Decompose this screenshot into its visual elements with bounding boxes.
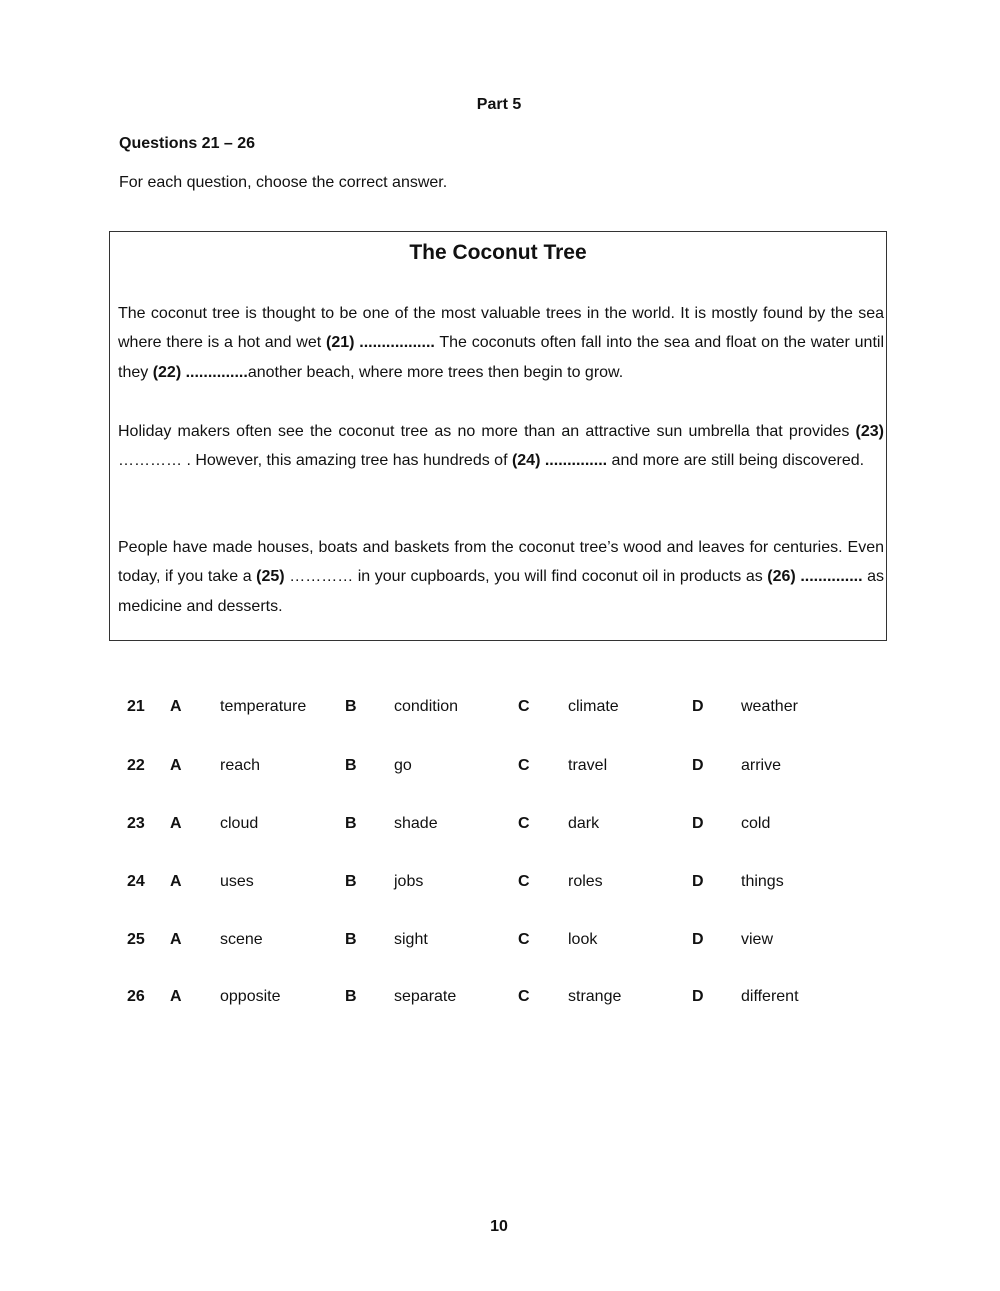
option-c[interactable]: look — [568, 931, 598, 948]
part-title: Part 5 — [476, 96, 522, 113]
page-number: 10 — [490, 1218, 508, 1235]
passage-paragraph-2 — [118, 417, 884, 476]
passage-text: The coconuts often fall into the sea and float on the water until they — [118, 334, 885, 381]
option-letter-c: C — [518, 873, 530, 890]
option-d[interactable]: arrive — [741, 757, 782, 774]
blank-24: (24) .............. — [511, 452, 608, 470]
option-letter-d: D — [692, 988, 704, 1005]
option-a[interactable]: temperature — [220, 698, 307, 715]
option-d[interactable]: different — [741, 988, 799, 1005]
option-b[interactable]: jobs — [394, 873, 424, 890]
option-letter-d: D — [692, 931, 704, 948]
answer-row-25 — [0, 931, 1000, 953]
option-letter-c: C — [518, 931, 530, 948]
option-a[interactable]: opposite — [220, 988, 281, 1005]
option-a[interactable]: uses — [220, 873, 254, 890]
option-letter-c: C — [518, 988, 530, 1005]
passage-title: The Coconut Tree — [409, 241, 587, 264]
question-number: 22 — [127, 757, 145, 774]
questions-heading: Questions 21 – 26 — [119, 135, 256, 152]
question-number: 26 — [127, 988, 145, 1005]
option-a[interactable]: cloud — [220, 815, 259, 832]
blank-22: (22) .............. — [152, 363, 248, 381]
answer-row-23 — [0, 815, 1000, 837]
option-letter-a: A — [170, 988, 182, 1005]
option-d[interactable]: things — [741, 873, 784, 890]
option-letter-b: B — [345, 815, 357, 832]
option-letter-a: A — [170, 815, 182, 832]
option-d[interactable]: weather — [741, 698, 798, 715]
question-number: 21 — [127, 698, 145, 715]
answer-row-21 — [0, 698, 1000, 720]
passage-text: and more are still being discovered. — [607, 452, 865, 470]
option-letter-b: B — [345, 931, 357, 948]
option-b[interactable]: go — [394, 757, 412, 774]
blank-25: (25) — [256, 568, 285, 586]
passage-text: ………… in your cupboards, you will find coconut oil in products as — [284, 568, 768, 586]
option-c[interactable]: dark — [568, 815, 600, 832]
option-c[interactable]: strange — [568, 988, 622, 1005]
option-letter-b: B — [345, 698, 357, 715]
option-letter-d: D — [692, 873, 704, 890]
option-letter-d: D — [692, 698, 704, 715]
option-letter-c: C — [518, 757, 530, 774]
blank-23: (23) — [855, 423, 884, 440]
option-b[interactable]: shade — [394, 815, 438, 832]
passage-text: another beach, where more trees then begin to grow. — [247, 363, 624, 381]
blank-26: (26) .............. — [767, 568, 863, 586]
option-letter-b: B — [345, 873, 357, 890]
option-letter-a: A — [170, 873, 182, 890]
option-letter-a: A — [170, 757, 182, 774]
option-b[interactable]: sight — [394, 931, 428, 948]
answer-row-26 — [0, 988, 1000, 1010]
answer-row-24 — [0, 873, 1000, 895]
passage-text: People have made houses, boats and baskets from the coconut tree’s wood and leaves for centuries. Even today, if you take a — [118, 539, 884, 586]
option-letter-d: D — [692, 815, 704, 832]
option-letter-d: D — [692, 757, 704, 774]
question-number: 25 — [127, 931, 145, 948]
passage-text: as medicine and desserts. — [118, 568, 885, 615]
option-b[interactable]: condition — [394, 698, 459, 715]
option-c[interactable]: climate — [568, 698, 619, 715]
option-c[interactable]: travel — [568, 757, 608, 774]
blank-21: (21) ................. — [326, 334, 435, 352]
option-letter-a: A — [170, 698, 182, 715]
instruction-text: For each question, choose the correct answer. — [119, 174, 448, 191]
option-letter-a: A — [170, 931, 182, 948]
question-number: 24 — [127, 873, 145, 890]
option-a[interactable]: scene — [220, 931, 263, 948]
option-d[interactable]: view — [741, 931, 774, 948]
option-letter-b: B — [345, 757, 357, 774]
option-letter-c: C — [518, 815, 530, 832]
answer-row-22 — [0, 757, 1000, 779]
question-number: 23 — [127, 815, 145, 832]
passage-text: The coconut tree is thought to be one of the most valuable trees in the world. It is mostly found by the sea where there is a hot and wet — [118, 305, 884, 352]
option-a[interactable]: reach — [220, 757, 261, 774]
passage-paragraph-1 — [118, 299, 884, 387]
passage-text: ………… . However, this amazing tree has hundreds of — [118, 452, 512, 470]
option-letter-c: C — [518, 698, 530, 715]
option-letter-b: B — [345, 988, 357, 1005]
option-b[interactable]: separate — [394, 988, 457, 1005]
option-c[interactable]: roles — [568, 873, 603, 890]
passage-text: Holiday makers often see the coconut tree as no more than an attractive sun umbrella that provides — [118, 423, 856, 440]
option-d[interactable]: cold — [741, 815, 771, 832]
passage-paragraph-3 — [118, 533, 884, 621]
